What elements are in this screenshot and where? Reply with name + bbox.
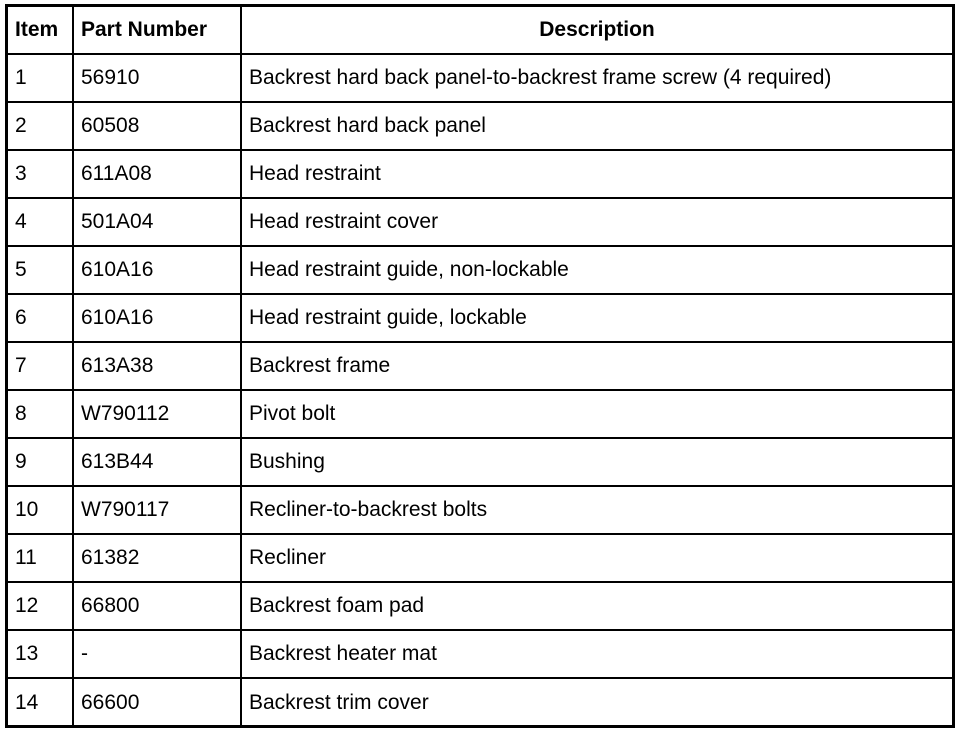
item-cell: 5 [8,247,74,293]
description-cell: Recliner-to-backrest bolts [249,498,488,521]
description-cell: Head restraint cover [249,210,439,233]
description-cell: Pivot bolt [249,402,336,425]
item-cell: 14 [8,679,74,727]
description-cell: Backrest foam pad [249,594,425,617]
table-row [8,535,952,583]
item-cell: 13 [8,631,74,677]
part-number-cell: 501A04 [74,199,242,245]
item-cell: 9 [8,439,74,485]
part-number-cell: 610A16 [74,247,242,293]
table-row [8,343,952,391]
description-cell: Backrest frame [249,354,391,377]
description-cell: Backrest hard back panel-to-backrest frame screw (4 required) [249,66,832,89]
item-cell: 2 [8,103,74,149]
item-cell: 10 [8,487,74,533]
part-number-cell: 611A08 [74,151,242,197]
item-cell: 1 [8,55,74,101]
part-number-cell: 66800 [74,583,242,629]
parts-table [5,4,955,728]
header-part-number: Part Number [74,7,242,53]
table-row [8,151,952,199]
item-cell: 11 [8,535,74,581]
header-item: Item [8,7,74,53]
part-number-cell: 61382 [74,535,242,581]
table-row [8,295,952,343]
part-number-cell: 66600 [74,679,242,727]
part-number-cell: 56910 [74,55,242,101]
item-cell: 4 [8,199,74,245]
description-cell: Backrest hard back panel [249,114,486,137]
table-row [8,55,952,103]
table-row [8,247,952,295]
item-cell: 6 [8,295,74,341]
item-cell: 8 [8,391,74,437]
table-row [8,631,952,679]
part-number-cell: W790112 [74,391,242,437]
table-row [8,199,952,247]
part-number-cell: 613A38 [74,343,242,389]
description-cell: Backrest heater mat [249,642,437,665]
part-number-cell: W790117 [74,487,242,533]
description-cell: Bushing [249,450,325,473]
item-cell: 7 [8,343,74,389]
part-number-cell: 613B44 [74,439,242,485]
part-number-cell: - [74,631,242,677]
part-number-cell: 610A16 [74,295,242,341]
description-cell: Head restraint [249,162,381,185]
item-cell: 3 [8,151,74,197]
description-cell: Head restraint guide, lockable [249,306,527,329]
table-header-row [8,7,952,55]
part-number-cell: 60508 [74,103,242,149]
item-cell: 12 [8,583,74,629]
table-row [8,391,952,439]
table-row [8,487,952,535]
table-row [8,679,952,727]
table-row [8,103,952,151]
description-cell: Recliner [249,546,327,569]
header-description: Description [539,18,655,41]
table-row [8,439,952,487]
description-cell: Head restraint guide, non-lockable [249,258,569,281]
table-row [8,583,952,631]
description-cell: Backrest trim cover [249,691,429,714]
